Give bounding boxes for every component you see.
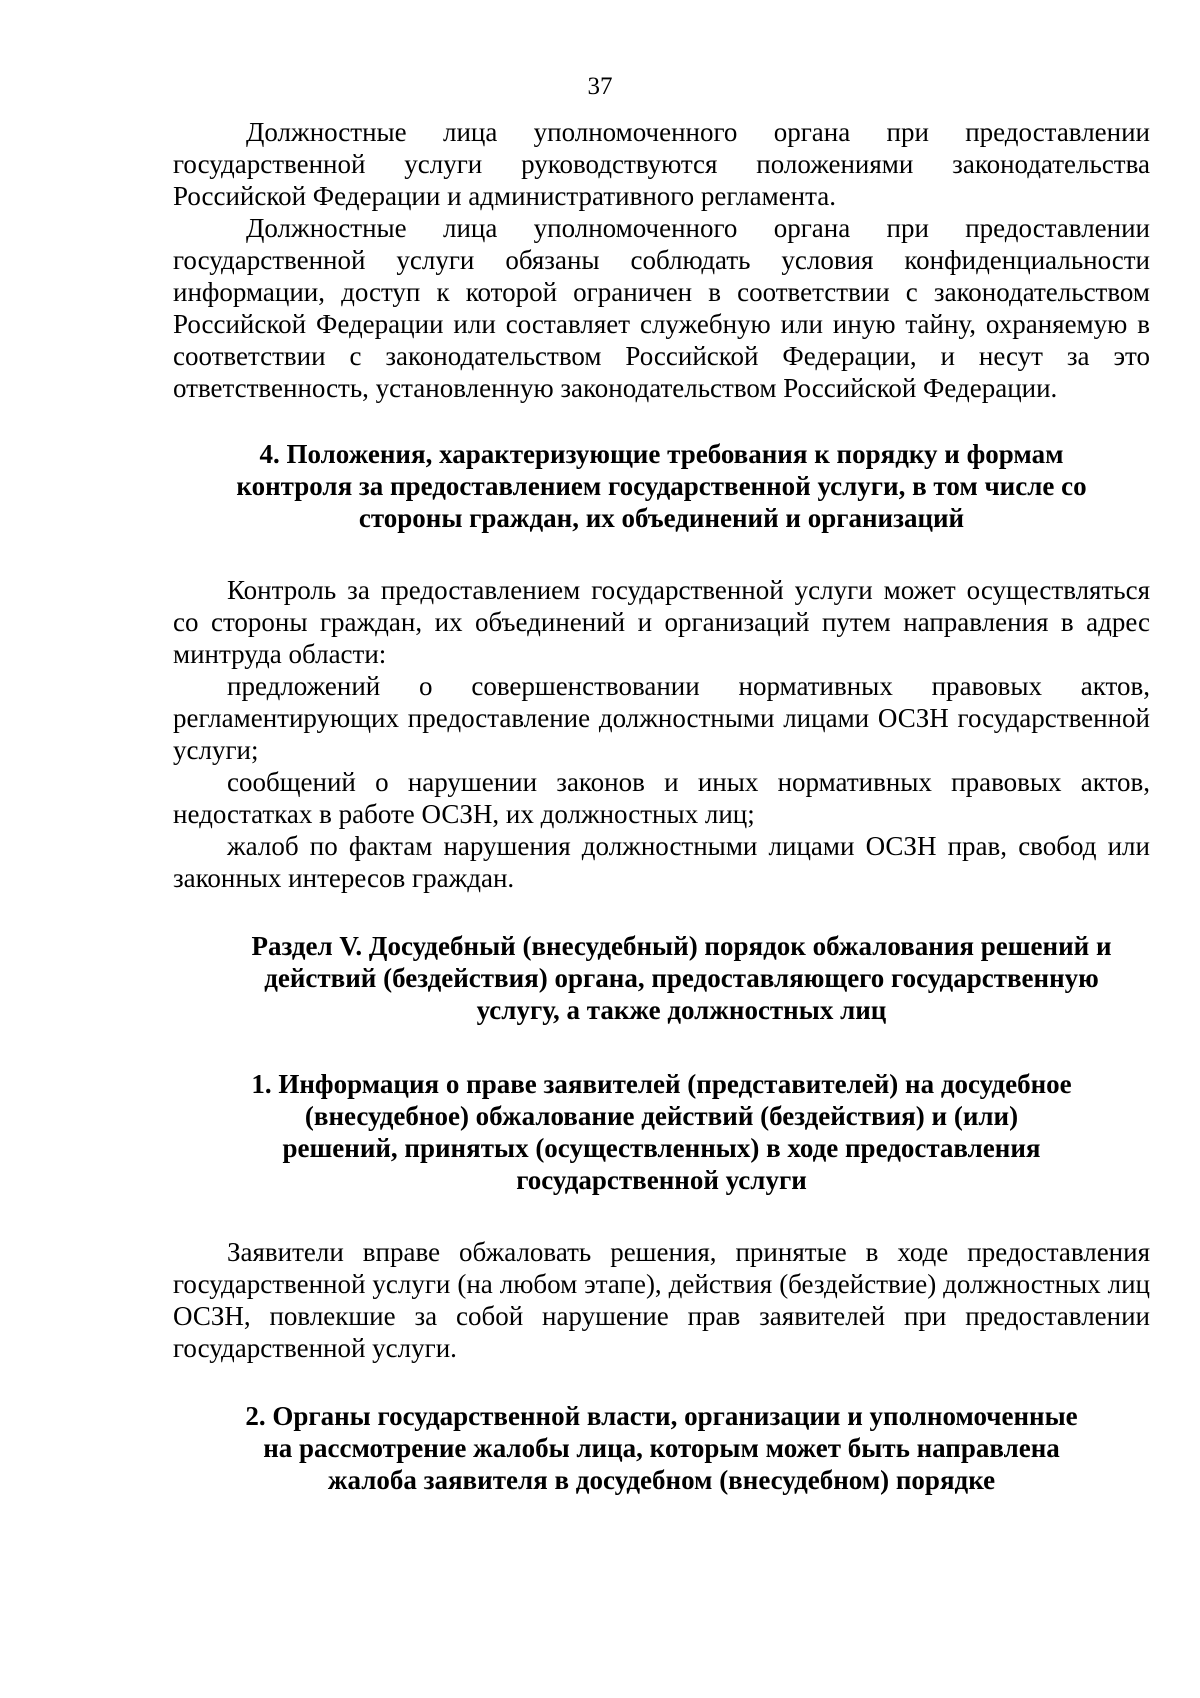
paragraph: жалоб по фактам нарушения должностными лицами ОСЗН прав, свобод или законных интересов граждан. bbox=[173, 831, 1150, 893]
paragraph: Заявители вправе обжаловать решения, принятые в ходе предоставления государственной услуги (на любом этапе), действия (бездействие) должностных лиц ОСЗН, повлекшие за собой нарушение прав заявителей при предоставлении государственной услуги. bbox=[173, 1237, 1150, 1363]
heading-line: 1. Информация о праве заявителей (представителей) на досудебное bbox=[251, 1069, 1072, 1099]
paragraph: Контроль за предоставлением государственной услуги может осуществляться со стороны граждан, их объединений и организаций путем направления в адрес минтруда области: bbox=[173, 575, 1150, 669]
heading-line: стороны граждан, их объединений и организаций bbox=[358, 503, 965, 533]
section-heading bbox=[173, 1400, 1150, 1496]
section-heading bbox=[173, 930, 1150, 1026]
heading-line: действий (бездействия) органа, предоставляющего государственную bbox=[264, 963, 1099, 993]
heading-line: контроля за предоставлением государственной услуги, в том числе со bbox=[236, 471, 1087, 501]
heading-line: 2. Органы государственной власти, организации и уполномоченные bbox=[245, 1401, 1078, 1431]
heading-line: государственной услуги bbox=[516, 1165, 807, 1195]
heading-line: решений, принятых (осуществленных) в ходе предоставления bbox=[282, 1133, 1041, 1163]
paragraph: Должностные лица уполномоченного органа при предоставлении государственной услуги руководствуются положениями законодательства Российской Федерации и административного регламента. bbox=[173, 117, 1150, 211]
paragraph: Должностные лица уполномоченного органа при предоставлении государственной услуги обязаны соблюдать условия конфиденциальности информации, доступ к которой ограничен в соответствии с законодательством Российской Федерации или составляет служебную или иную тайну, охраняемую в соответствии с законодательством Российской Федерации, и несут за это ответственность, установленную законодательством Российской Федерации. bbox=[173, 213, 1150, 403]
document-body bbox=[173, 116, 1150, 1496]
heading-line: услугу, а также должностных лиц bbox=[476, 995, 887, 1025]
heading-line: жалоба заявителя в досудебном (внесудебном) порядке bbox=[327, 1465, 996, 1495]
paragraph: предложений о совершенствовании нормативных правовых актов, регламентирующих предоставление должностными лицами ОСЗН государственной услуги; bbox=[173, 671, 1150, 765]
heading-line: Раздел V. Досудебный (внесудебный) порядок обжалования решений и bbox=[251, 931, 1112, 961]
heading-line: 4. Положения, характеризующие требования к порядку и формам bbox=[259, 439, 1064, 469]
heading-line: (внесудебное) обжалование действий (бездействия) и (или) bbox=[304, 1101, 1019, 1131]
heading-line: на рассмотрение жалобы лица, которым может быть направлена bbox=[263, 1433, 1060, 1463]
paragraph: сообщений о нарушении законов и иных нормативных правовых актов, недостатках в работе ОСЗН, их должностных лиц; bbox=[173, 767, 1150, 829]
section-heading bbox=[173, 438, 1150, 534]
page-number: 37 bbox=[587, 73, 613, 100]
section-heading bbox=[173, 1068, 1150, 1196]
